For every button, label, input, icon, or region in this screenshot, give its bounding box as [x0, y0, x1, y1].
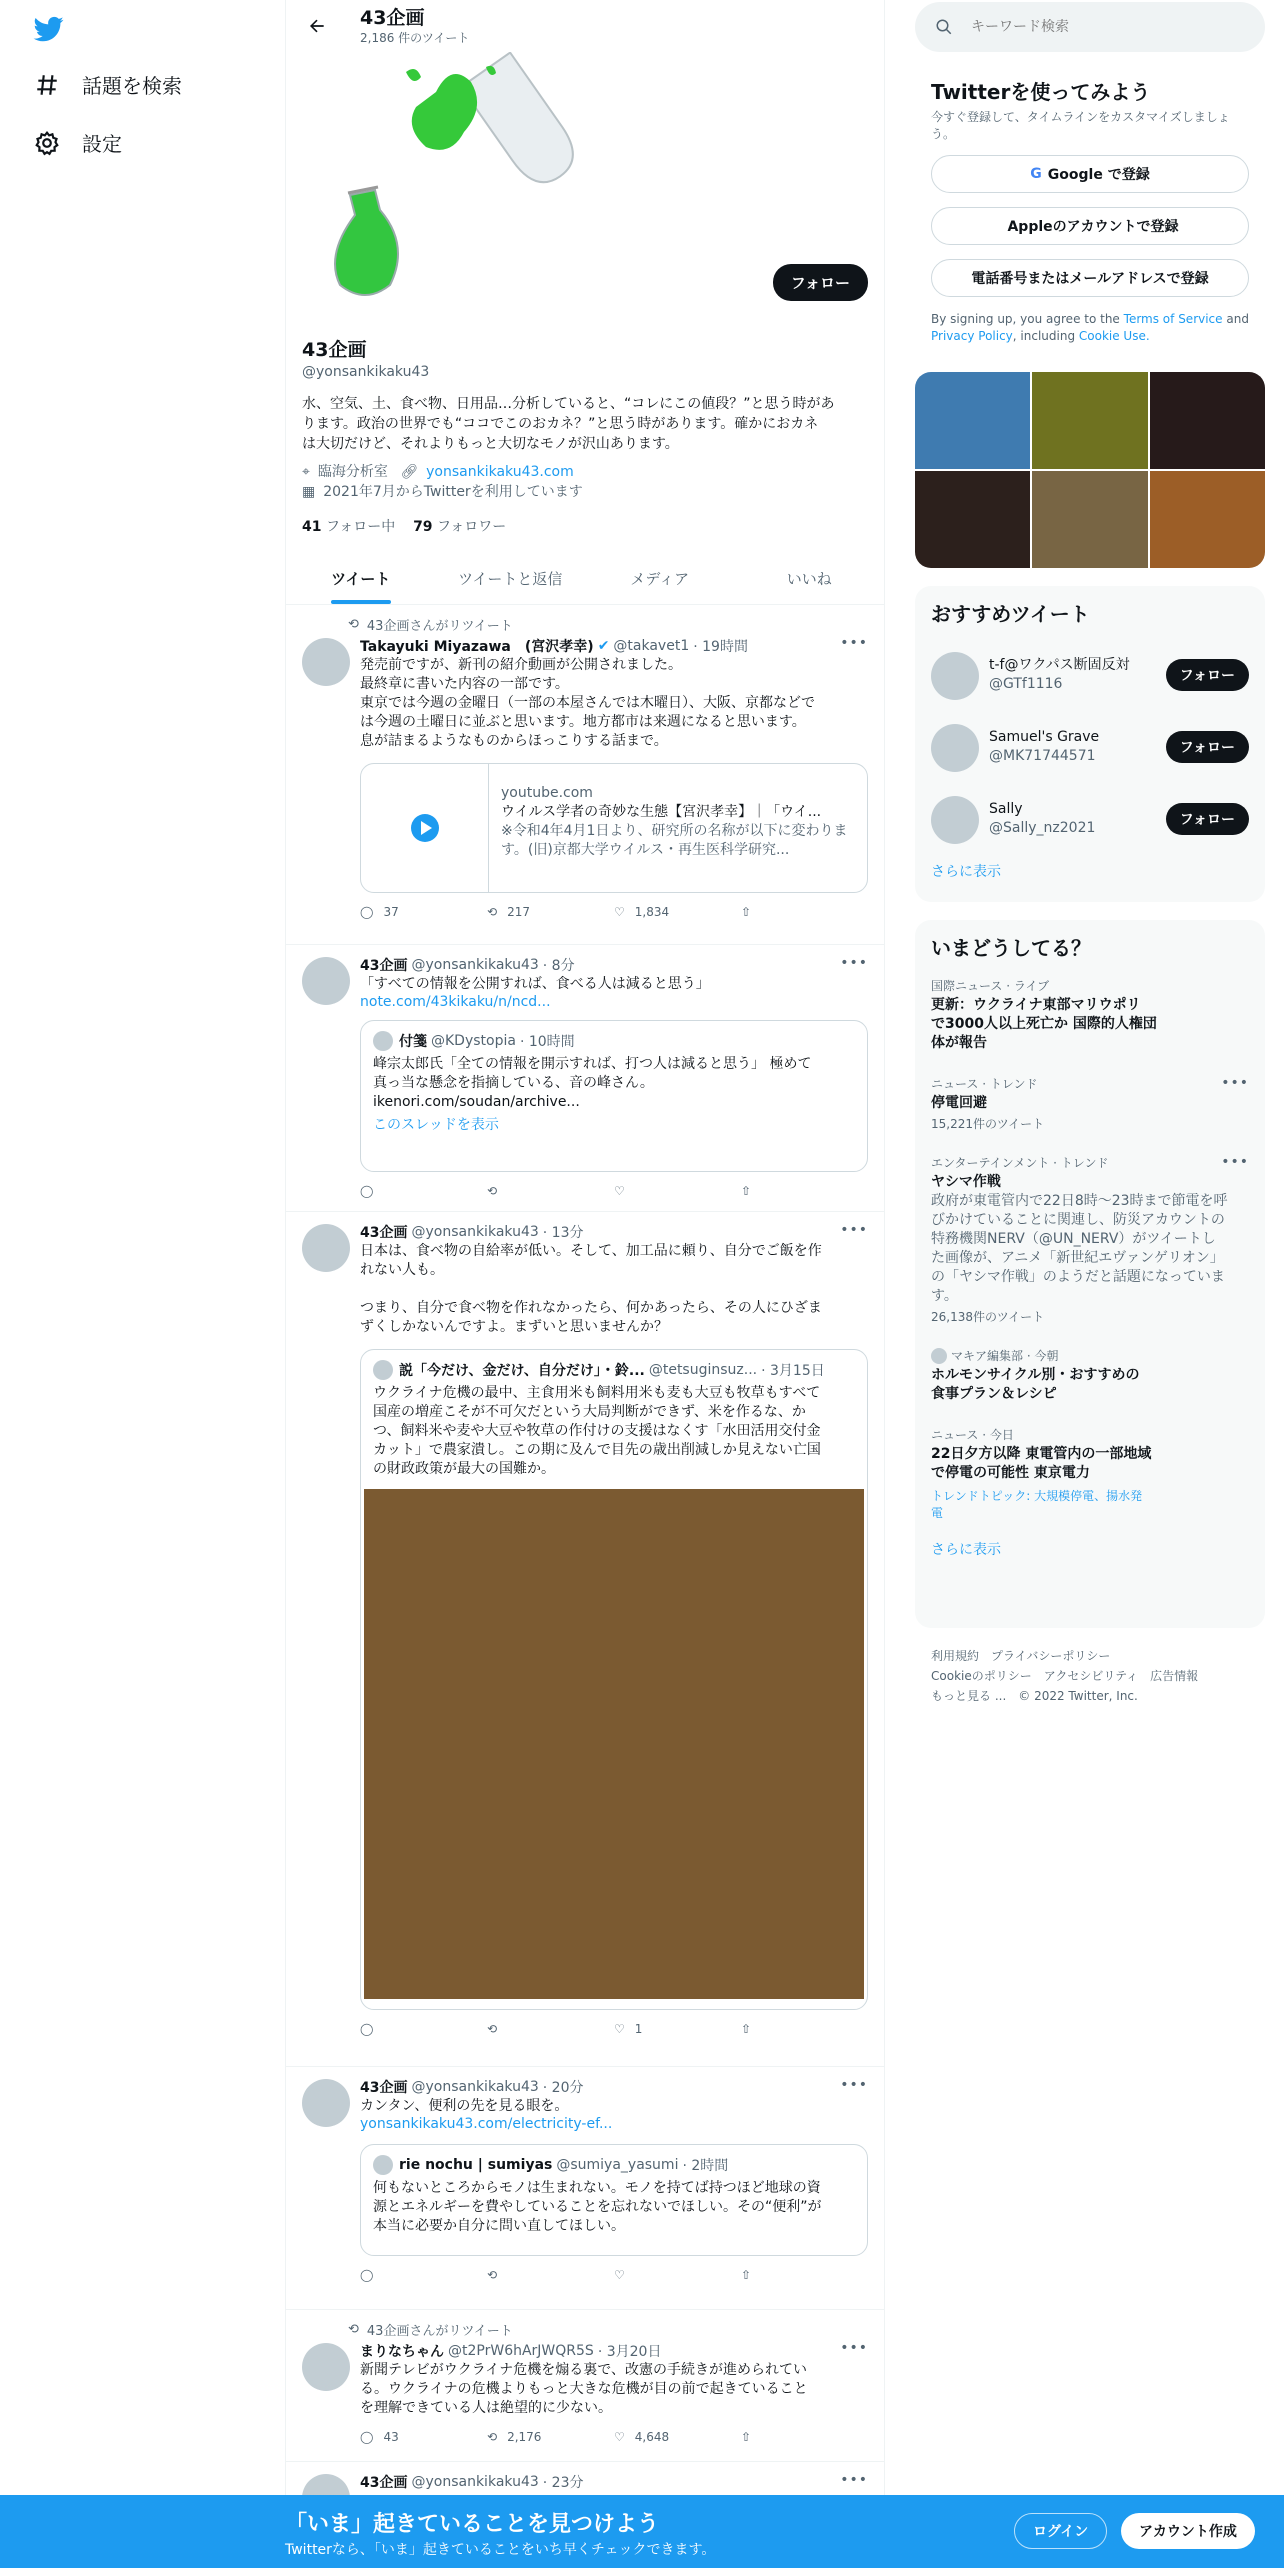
retweet-icon: ⟲	[487, 2022, 498, 2036]
trends-title: いまどうしてる？	[931, 936, 1091, 960]
more-icon[interactable]: •••	[840, 2472, 868, 2488]
retweet-button[interactable]	[487, 2268, 614, 2282]
avatar[interactable]	[302, 2343, 350, 2391]
tab-tweets-replies[interactable]: ツイートと返信	[458, 569, 563, 588]
profile-column	[285, 0, 885, 2568]
share-icon: ⇧	[741, 2022, 752, 2036]
avatar[interactable]	[931, 724, 979, 772]
location-icon: ⌖	[302, 464, 310, 480]
trend-item[interactable]	[915, 1144, 1265, 1337]
retweet-button[interactable]	[487, 1184, 614, 1198]
retweet-indicator	[302, 2320, 868, 2339]
left-navigation	[0, 0, 285, 2568]
quote-time: · 3月15日	[761, 1363, 825, 1379]
search-icon	[935, 18, 953, 36]
share-icon: ⇧	[741, 905, 752, 919]
suggested-user-name: Samuel's Grave	[989, 729, 1100, 745]
tweet-author-handle: @t2PrW6hArJWQR5S	[448, 2343, 594, 2359]
tweet-actions	[360, 2010, 868, 2048]
media-thumbnail[interactable]	[1150, 372, 1265, 469]
quote-author-handle: @tetsuginsuz...	[648, 1362, 758, 1378]
legal-text: , including	[1012, 329, 1076, 343]
trend-title: ホルモンサイクル別・おすすめの 食事プラン＆レシピ	[931, 1367, 1140, 1402]
apple-signup-button[interactable]	[931, 207, 1249, 245]
phone-email-signup-button[interactable]	[931, 259, 1249, 297]
followers-link[interactable]	[413, 519, 506, 535]
search-input[interactable]	[971, 19, 1211, 35]
followers-label: フォロワー	[437, 519, 507, 535]
tweet[interactable]	[286, 2067, 884, 2310]
share-button[interactable]	[741, 2268, 868, 2282]
heart-icon: ♡	[614, 2430, 625, 2444]
trend-count: 26,138件のツイート	[931, 1310, 1045, 1324]
media-thumbnail[interactable]	[1032, 471, 1147, 568]
quote-author-name: 付箋	[399, 1034, 427, 1050]
share-icon: ⇧	[741, 1184, 752, 1198]
heart-icon: ♡	[614, 2268, 625, 2282]
nav-settings[interactable]	[34, 128, 122, 157]
tweet-author-name[interactable]: 43企画	[360, 958, 408, 974]
profile-bio-line: ります。政治の世界でも“ココでこのおカネ？”と思う時があります。確かにおカネ	[302, 416, 819, 432]
reply-button[interactable]	[360, 905, 487, 919]
card-description: ※令和4年4月1日より、研究所の名称が以下に変わります。(旧)京都大学ウイルス・再生医科学研究...	[501, 823, 848, 858]
share-button[interactable]	[741, 2022, 868, 2036]
reply-button[interactable]	[360, 2430, 487, 2444]
legal-text: and	[1226, 312, 1249, 326]
retweet-indicator	[302, 615, 868, 634]
nav-explore[interactable]	[34, 70, 182, 99]
profile-tabs	[286, 552, 884, 605]
tweet-author-name[interactable]: まりなちゃん	[360, 2344, 444, 2360]
profile-bio-line: は大切だけど、それよりもっと大切なモノが沢山あります。	[302, 436, 679, 452]
trend-topic[interactable]: トレンドトピック: 大規模停電、揚水発 電	[931, 1489, 1143, 1520]
trend-item[interactable]	[915, 1337, 1265, 1416]
back-button[interactable]	[300, 9, 334, 43]
tweet-actions	[360, 2418, 868, 2456]
avatar[interactable]	[931, 652, 979, 700]
quote-tweet[interactable]	[360, 1020, 868, 1172]
footer-line[interactable]: 利用規約 プライバシーポリシー	[931, 1649, 1111, 1663]
prompt-subtitle: Twitterなら、「いま」起きていることをいち早くチェックできます。	[285, 2542, 716, 2558]
signup-subtitle: 今すぐ登録して、タイムラインをカスタマイズしましょう。	[931, 110, 1230, 141]
share-icon: ⇧	[741, 2268, 752, 2282]
more-icon[interactable]: •••	[840, 2077, 868, 2093]
play-icon	[410, 813, 440, 843]
tweet-author-handle: @yonsankikaku43	[411, 957, 539, 973]
trend-description: 政府が東電管内で22日8時～23時まで節電を呼 びかけていることに関連し、防災アカウントの 特務機関NERV（@UN_NERV）がツイートし た画像が、アニメ「新世紀エヴァンゲリオン」 の「ヤシマ作戦」のようだと話題になっていま す。	[931, 1193, 1228, 1304]
quote-author-name: 説「今だけ、金だけ、自分だけ」・鈴...	[399, 1363, 645, 1379]
retweet-button[interactable]	[487, 2430, 614, 2444]
reply-icon: ◯	[360, 2022, 374, 2036]
tweet-time[interactable]: · 3月20日	[597, 2344, 662, 2360]
signup-title: Twitterを使ってみよう	[931, 80, 1151, 104]
quote-tweet[interactable]	[360, 2144, 868, 2256]
trend-title: ヤシマ作戦	[931, 1174, 1001, 1190]
footer-links	[915, 1628, 1265, 1724]
avatar[interactable]	[302, 2079, 350, 2127]
retweet-icon: ⟲	[487, 1184, 498, 1198]
retweet-icon: ⟲	[348, 617, 359, 632]
quote-text: ウクライナ危機の最中、主食用米も飼料用米も麦も大豆も牧草もすべて 国産の増産こそが不可欠だという大局判断ができず、米を作るな、か つ、飼料米や麦や大豆や牧草の作付けの支援はなくす「水田活用交付金 カット」で農家潰し。この期に及んで目先の歳出削減しか見えない亡国 の財政政策が最大の国難か。	[373, 1385, 821, 1477]
reply-icon: ◯	[360, 905, 374, 919]
avatar[interactable]	[302, 1224, 350, 1272]
who-to-follow-title: おすすめツイート	[931, 602, 1090, 626]
card-domain: youtube.com	[501, 785, 593, 801]
retweet-label: 43企画さんがリツイート	[366, 2324, 513, 2339]
tweet-link[interactable]: yonsankikaku43.com/electricity-ef...	[360, 2116, 613, 2132]
tweet-text: 発売前ですが、新刊の紹介動画が公開されました。 最終章に書いた内容の一部です。 東京では今週の金曜日（一部の本屋さんでは木曜日）、大阪、京都などで は今週の土曜日に並ぶと思います。地方都市は来週になると思います。 息が詰まるようなものからほっこりする話まで。	[360, 657, 815, 749]
more-icon[interactable]: •••	[1221, 1075, 1249, 1091]
suggested-user-handle: @MK71744571	[989, 748, 1096, 764]
share-button[interactable]	[741, 905, 868, 919]
signup-legal	[915, 311, 1265, 345]
heart-icon: ♡	[614, 1184, 625, 1198]
tweet[interactable]	[286, 2310, 884, 2462]
signup-button[interactable]: アカウント作成	[1121, 2513, 1255, 2549]
avatar	[373, 1031, 393, 1051]
retweet-icon: ⟲	[348, 2322, 359, 2337]
suggested-user-handle: @Sally_nz2021	[989, 820, 1096, 836]
card-title: ウイルス学者の奇妙な生態【宮沢孝幸】｜「ウイ...	[501, 804, 822, 820]
share-icon: ⇧	[741, 2430, 752, 2444]
right-sidebar	[915, 0, 1265, 1724]
following-link[interactable]	[302, 519, 395, 535]
login-prompt-bar	[0, 2495, 1284, 2568]
heart-icon: ♡	[614, 2022, 625, 2036]
show-more-link[interactable]: さらに表示	[931, 864, 1001, 880]
trend-title: 停電回避	[931, 1095, 987, 1111]
tweet-text: 新聞テレビがウクライナ危機を煽る裏で、改憲の手続きが進められてい る。ウクライナの危機よりもっと大きな危機が目の前で起きていること を理解できている人は絶望的に少ない。	[360, 2362, 808, 2416]
more-icon[interactable]: •••	[840, 2340, 868, 2356]
tweet-text: 日本は、食べ物の自給率が低い。そして、加工品に頼り、自分でご飯を作 れない人も。 つまり、自分で食べ物を作れなかったら、何かあったら、その人にひざま ずくしかないんですよ。まずいと思いませんか？	[360, 1243, 822, 1335]
trend-item[interactable]	[915, 967, 1265, 1065]
follow-button[interactable]: フォロー	[1166, 803, 1249, 835]
google-signup-label: Google で登録	[1047, 167, 1150, 183]
verified-icon: ✔	[597, 638, 610, 654]
tweet-author-name[interactable]: 43企画	[360, 2475, 408, 2491]
following-count: 41	[302, 519, 322, 535]
show-thread-link[interactable]: このスレッドを表示	[373, 1117, 499, 1133]
follow-button[interactable]: フォロー	[773, 264, 868, 301]
google-signup-button[interactable]	[931, 155, 1249, 193]
like-button[interactable]	[614, 2430, 741, 2444]
tweet-time[interactable]: · 8分	[542, 958, 575, 974]
tweet-actions	[360, 893, 868, 931]
tweet-time[interactable]: · 20分	[542, 2080, 584, 2096]
trend-meta: マキア編集部 · 今朝	[951, 1349, 1059, 1363]
avatar[interactable]	[302, 957, 350, 1005]
media-thumbnail[interactable]	[1032, 372, 1147, 469]
quote-text: 何もないところからモノは生まれない。モノを持てば持つほど地球の資 源とエネルギーを費やしていることを忘れないでほしい。その“便利”が 本当に必要か自分に問い直してほしい。	[373, 2180, 822, 2234]
quote-media-image[interactable]	[364, 1489, 864, 1999]
avatar[interactable]	[931, 796, 979, 844]
profile-location: 臨海分析室	[317, 464, 388, 480]
twitter-logo-icon[interactable]	[32, 14, 66, 44]
reply-button[interactable]	[360, 1184, 487, 1198]
cookie-link[interactable]: Cookie Use.	[1078, 329, 1150, 343]
suggested-user-name: Sally	[989, 801, 1023, 817]
more-icon[interactable]: •••	[840, 635, 868, 651]
retweet-count: 217	[507, 905, 530, 919]
trend-meta: ニュース · トレンド	[931, 1077, 1038, 1091]
tab-media[interactable]: メディア	[630, 569, 690, 588]
privacy-link[interactable]: Privacy Policy	[931, 329, 1013, 343]
quote-author-handle: @sumiya_yasumi	[556, 2157, 679, 2173]
reply-count: 37	[383, 905, 399, 919]
follow-button[interactable]: フォロー	[1166, 731, 1249, 763]
suggested-user-name: t-f@ワクパス断固反対	[989, 657, 1130, 673]
media-grid	[915, 372, 1265, 568]
tweet-author-name[interactable]: 43企画	[360, 2080, 408, 2096]
retweet-button[interactable]	[487, 2022, 614, 2036]
reply-button[interactable]	[360, 2022, 487, 2036]
google-icon: G	[1030, 166, 1042, 182]
profile-follow-stats	[302, 516, 868, 536]
quote-time: · 10時間	[519, 1034, 575, 1050]
reply-icon: ◯	[360, 2268, 374, 2282]
profile-url[interactable]: yonsankikaku43.com	[426, 464, 574, 480]
avatar	[373, 1360, 393, 1380]
suggested-user[interactable]	[915, 783, 1265, 855]
profile-info	[286, 335, 884, 536]
avatar	[931, 1348, 947, 1364]
retweet-label: 43企画さんがリツイート	[366, 619, 513, 634]
profile-name: 43企画	[302, 339, 367, 361]
like-count: 1	[634, 2022, 643, 2036]
like-button[interactable]	[614, 2268, 741, 2282]
card-thumbnail	[361, 764, 489, 892]
following-label: フォロー中	[325, 519, 396, 535]
heart-icon: ♡	[614, 905, 625, 919]
gear-icon	[34, 130, 60, 156]
retweet-icon: ⟲	[487, 905, 498, 919]
trend-meta: エンターテインメント · トレンド	[931, 1156, 1109, 1170]
tweet-actions	[360, 2256, 868, 2294]
tweet-link[interactable]: note.com/43kikaku/n/ncd...	[360, 994, 551, 1010]
nav-settings-label: 設定	[82, 132, 122, 156]
hashtag-icon	[34, 72, 60, 98]
retweet-count: 2,176	[507, 2430, 542, 2444]
tweet-actions	[360, 1172, 868, 1210]
like-button[interactable]	[614, 1184, 741, 1198]
legal-text: By signing up, you agree to the	[931, 312, 1120, 326]
profile-avatar[interactable]	[320, 145, 416, 315]
suggested-user-handle: @GTf1116	[989, 676, 1063, 692]
trends-panel	[915, 920, 1265, 1628]
profile-bio-line: 水、空気、土、食べ物、日用品…分析していると、“コレにこの値段？”と思う時があ	[302, 396, 835, 412]
search-bar[interactable]	[915, 2, 1265, 52]
more-icon[interactable]: •••	[840, 1222, 868, 1238]
quote-author-name: rie nochu | sumiyas	[399, 2157, 553, 2173]
media-thumbnail[interactable]	[915, 372, 1030, 469]
more-icon[interactable]: •••	[840, 955, 868, 971]
prompt-title: 「いま」起きていることを見つけよう	[285, 2512, 660, 2537]
tweet-time[interactable]: · 23分	[542, 2475, 584, 2491]
like-count: 1,834	[634, 905, 670, 919]
quote-time: · 2時間	[682, 2158, 729, 2174]
follow-button[interactable]: フォロー	[1166, 659, 1249, 691]
tweet-author-handle: @yonsankikaku43	[411, 2474, 539, 2490]
followers-count: 79	[413, 519, 433, 535]
retweet-icon: ⟲	[487, 2430, 498, 2444]
trend-meta: ニュース · 今日	[931, 1428, 1014, 1442]
tweet-author-name[interactable]: 43企画	[360, 1225, 408, 1241]
trend-meta: 国際ニュース · ライブ	[931, 979, 1050, 993]
trend-item[interactable]	[915, 1065, 1265, 1144]
login-button[interactable]: ログイン	[1014, 2513, 1107, 2549]
reply-count: 43	[383, 2430, 399, 2444]
tweet-author-handle: @takavet1	[613, 638, 690, 654]
tweet-text: カンタン、便利の先を見る眼を。	[360, 2098, 569, 2114]
header-title: 43企画	[360, 6, 425, 29]
media-thumbnail[interactable]	[915, 471, 1030, 568]
like-button[interactable]	[614, 905, 741, 919]
link-icon: 🔗︎	[400, 464, 419, 480]
trend-title: 22日夕方以降 東電管内の一部地域 で停電の可能性 東京電力	[931, 1446, 1152, 1481]
media-thumbnail[interactable]	[1150, 471, 1265, 568]
tweet-author-handle: @yonsankikaku43	[411, 1224, 539, 1240]
who-to-follow-panel	[915, 586, 1265, 902]
avatar	[373, 2155, 393, 2175]
tweet-feed	[286, 605, 884, 2542]
like-count: 4,648	[634, 2430, 670, 2444]
suggested-user[interactable]	[915, 711, 1265, 783]
tweet-author-handle: @yonsankikaku43	[411, 2079, 539, 2095]
profile-joined: 2021年7月からTwitterを利用しています	[323, 484, 583, 500]
trend-count: 15,221件のツイート	[931, 1117, 1045, 1131]
trend-item[interactable]	[915, 1416, 1265, 1533]
terms-link[interactable]: Terms of Service	[1123, 312, 1223, 326]
avatar[interactable]	[302, 638, 350, 686]
profile-header	[286, 0, 884, 52]
quote-text: 峰宗太郎氏「全ての情報を開示すれば、打つ人は減ると思う」 極めて 真っ当な懸念を指摘している、音の峰さん。 ikenori.com/soudan/archive...	[373, 1056, 812, 1110]
reply-icon: ◯	[360, 1184, 374, 1198]
quote-tweet[interactable]	[360, 1349, 868, 2010]
tweet[interactable]	[286, 605, 884, 945]
phone-email-signup-label: 電話番号またはメールアドレスで登録	[971, 271, 1209, 287]
tweet[interactable]	[286, 1212, 884, 2067]
tab-tweets[interactable]: ツイート	[286, 552, 436, 604]
share-button[interactable]	[741, 2430, 868, 2444]
quote-author-handle: @KDystopia	[431, 1033, 516, 1049]
show-more-link[interactable]: さらに表示	[931, 1542, 1001, 1558]
profile-bio	[302, 394, 868, 454]
more-icon[interactable]: •••	[1221, 1154, 1249, 1170]
header-tweet-count: 2,186 件のツイート	[360, 30, 470, 45]
retweet-icon: ⟲	[487, 2268, 498, 2282]
suggested-user[interactable]	[915, 639, 1265, 711]
share-button[interactable]	[741, 1184, 868, 1198]
signup-panel	[915, 64, 1265, 372]
reply-icon: ◯	[360, 2430, 374, 2444]
nav-explore-label: 話題を検索	[82, 74, 182, 98]
like-button[interactable]	[614, 2022, 741, 2036]
arrow-left-icon	[307, 16, 327, 36]
retweet-button[interactable]	[487, 905, 614, 919]
tweet-time[interactable]: · 19時間	[693, 639, 748, 655]
link-card[interactable]	[360, 763, 868, 893]
tweet-text: 「すべての情報を公開すれば、食べる人は減ると思う」	[360, 976, 710, 992]
profile-meta	[302, 462, 868, 502]
tweet-time[interactable]: · 13分	[542, 1225, 584, 1241]
profile-handle: @yonsankikaku43	[302, 364, 430, 380]
trend-title: 更新：ウクライナ東部マリウポリ で3000人以上死亡か 国際的人権団 体が報告	[931, 997, 1157, 1051]
tab-likes[interactable]: いいね	[786, 569, 832, 588]
tweet-author-name[interactable]: Takayuki Miyazawa (宮沢孝幸)	[360, 639, 594, 655]
footer-line[interactable]: もっと見る ... © 2022 Twitter, Inc.	[931, 1689, 1138, 1703]
calendar-icon: ▦	[302, 484, 316, 500]
apple-signup-label: Appleのアカウントで登録	[1007, 219, 1179, 235]
reply-button[interactable]	[360, 2268, 487, 2282]
footer-line[interactable]: Cookieのポリシー アクセシビリティ 広告情報	[931, 1669, 1199, 1683]
tweet[interactable]	[286, 945, 884, 1212]
